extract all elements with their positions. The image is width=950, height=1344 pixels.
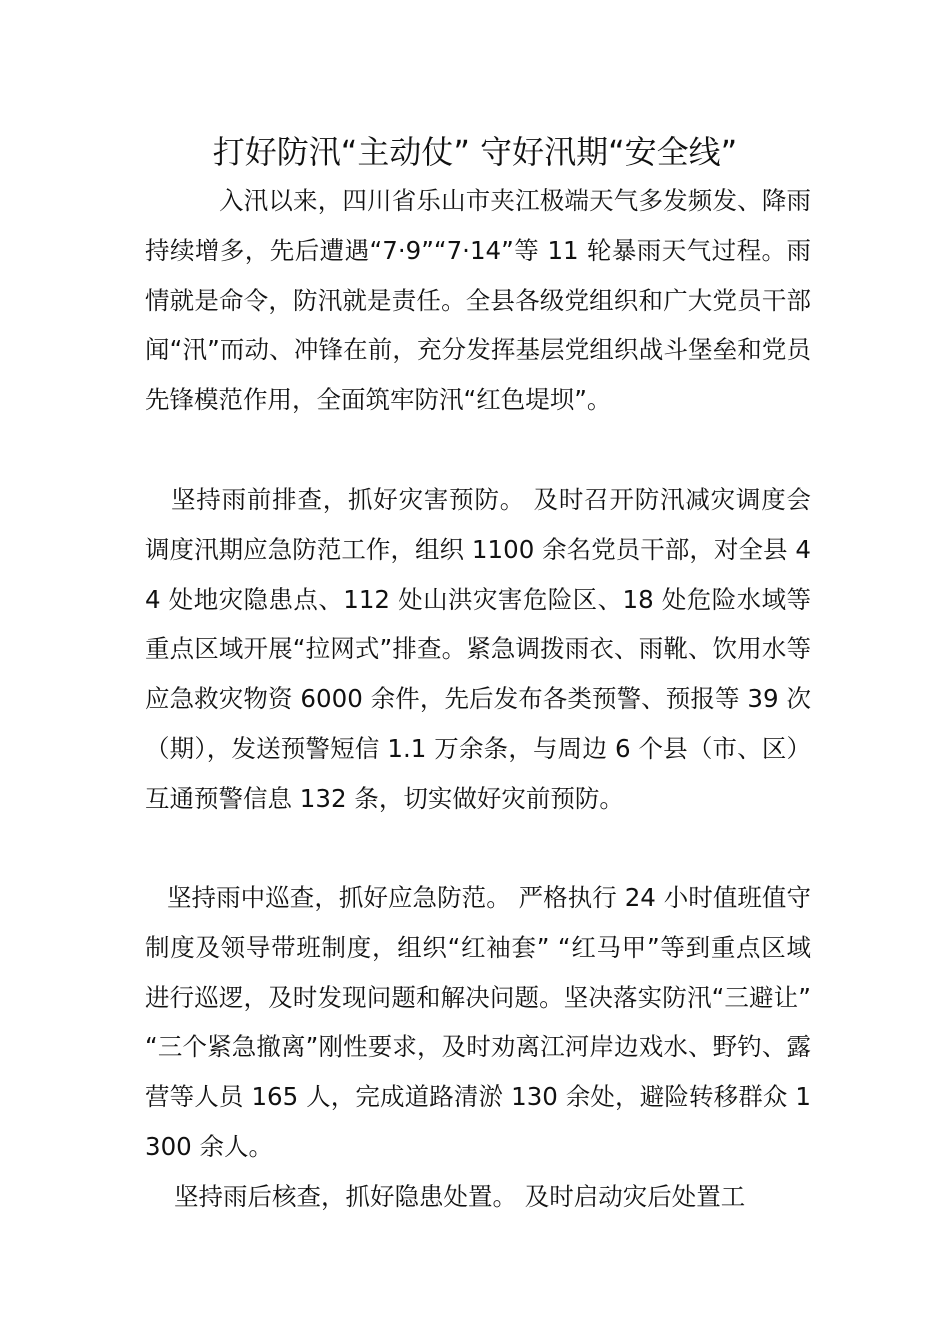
document-title: 打好防汛“主动仗” 守好汛期“安全线” — [212, 133, 738, 171]
paragraph-in-rain-patrol: 坚持雨中巡查，抓好应急防范。 严格执行 24 小时值班值守制度及领导带班制度，组织“红袖套” “红马甲”等到重点区域进行巡逻，及时发现问题和解决问题。坚决落实防汛“三避让” “三个紧急撤离”刚性要求，及时劝离江河岸边戏水、野钓、露营等人员 165 人，完成道路清淤 130 余处，避险转移群众 1300 余人。 — [145, 883, 811, 1161]
paragraph-intro: 入汛以来，四川省乐山市夹江极端天气多发频发、降雨持续增多，先后遭遇“7·9”“7·14”等 11 轮暴雨天气过程。雨情就是命令，防汛就是责任。全县各级党组织和广大党员干部闻“汛”而动、冲锋在前，充分发挥基层党组织战斗堡垒和党员先锋模范作用，全面筑牢防汛“红色堤坝”。 — [145, 186, 811, 415]
paragraph-post-rain-check: 坚持雨后核查，抓好隐患处置。 及时启动灾后处置工 — [174, 1182, 746, 1211]
paragraph-pre-rain-inspection: 坚持雨前排查，抓好灾害预防。 及时召开防汛减灾调度会调度汛期应急防范工作，组织 1100 余名党员干部，对全县 44 处地灾隐患点、112 处山洪灾害危险区、18 处危险水域等重点区域开展“拉网式”排查。紧急调拨雨衣、雨靴、饮用水等应急救灾物资 6000 余件，先后发布各类预警、预报等 39 次（期），发送预警短信 1.1 万余条，与周边 6 个县（市、区）互通预警信息 132 条，切实做好灾前预防。 — [145, 485, 811, 813]
